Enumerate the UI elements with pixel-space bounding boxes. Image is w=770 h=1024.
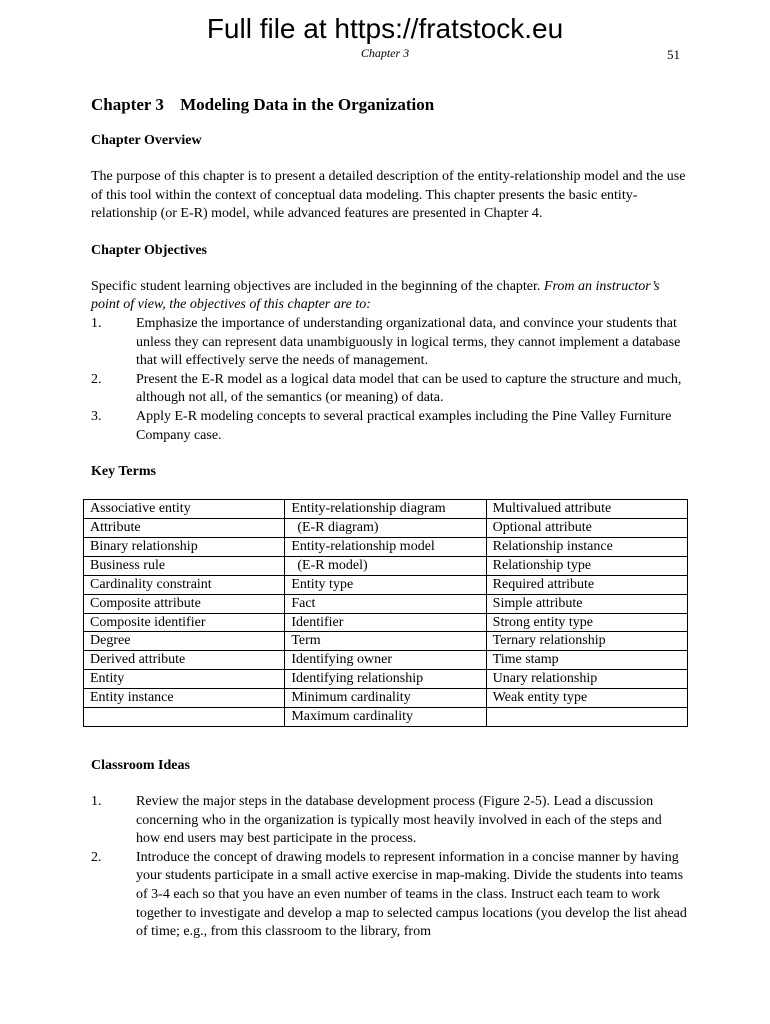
- page-number: 51: [667, 47, 680, 62]
- table-cell: Degree: [84, 632, 285, 651]
- table-cell: Business rule: [84, 556, 285, 575]
- table-cell: Strong entity type: [486, 613, 687, 632]
- table-row: [84, 708, 688, 727]
- table-row: [84, 519, 688, 538]
- list-item: [91, 315, 687, 371]
- table-cell: Relationship type: [486, 556, 687, 575]
- classroom-list: [91, 793, 687, 942]
- table-row: [84, 632, 688, 651]
- key-terms-heading: Key Terms: [91, 464, 156, 480]
- table-cell: Weak entity type: [486, 689, 687, 708]
- table-cell: (E-R model): [285, 556, 486, 575]
- chapter-title-text: Modeling Data in the Organization: [180, 95, 435, 114]
- table-cell: Identifying relationship: [285, 670, 486, 689]
- list-text: Apply E-R modeling concepts to several practical examples including the Pine Valley Furniture Company case.: [136, 408, 672, 443]
- table-cell: Attribute: [84, 519, 285, 538]
- table-cell: Composite identifier: [84, 613, 285, 632]
- list-item: [91, 849, 687, 942]
- table-cell: Ternary relationship: [486, 632, 687, 651]
- table-cell: Time stamp: [486, 651, 687, 670]
- table-cell: Maximum cardinality: [285, 708, 486, 727]
- table-cell: Binary relationship: [84, 537, 285, 556]
- table-cell: Relationship instance: [486, 537, 687, 556]
- list-item: [91, 408, 687, 445]
- table-cell: [486, 708, 687, 727]
- table-cell: Fact: [285, 594, 486, 613]
- list-text: Present the E-R model as a logical data model that can be used to capture the structure and much, although not all, of the semantics (or meaning) of data.: [136, 371, 682, 406]
- list-text: Emphasize the importance of understanding organizational data, and convince your students that unless they can represent data unambiguously in logical terms, they cannot implement a database that will effectively serve the needs of management.: [136, 315, 681, 369]
- objectives-intro: [91, 278, 687, 315]
- list-item: [91, 793, 687, 849]
- table-row: [84, 689, 688, 708]
- table-row: [84, 575, 688, 594]
- list-number: 1.: [91, 794, 102, 809]
- chapter-number: Chapter 3: [91, 95, 164, 114]
- page-content: [91, 94, 687, 960]
- list-number: 1.: [91, 315, 102, 331]
- overview-text: The purpose of this chapter is to present a detailed description of the entity-relationship model and the use of this tool within the context of conceptual data modeling. This chapter presents the basic entity-relationship (or E-R) model, while advanced features are presented in Chapter 4.: [91, 169, 686, 222]
- table-cell: Entity: [84, 670, 285, 689]
- list-number: 2.: [91, 849, 102, 865]
- table-row: [84, 500, 688, 519]
- table-cell: Cardinality constraint: [84, 575, 285, 594]
- table-cell: Unary relationship: [486, 670, 687, 689]
- running-head: Chapter 3: [360, 46, 410, 60]
- table-row: [84, 556, 688, 575]
- overview-heading: Chapter Overview: [91, 133, 202, 148]
- table-row: [84, 613, 688, 632]
- table-cell: Entity type: [285, 575, 486, 594]
- table-cell: Term: [285, 632, 486, 651]
- table-cell: Composite attribute: [84, 594, 285, 613]
- key-terms-table: [83, 499, 688, 727]
- chapter-title: [91, 94, 687, 116]
- table-cell: Multivalued attribute: [486, 500, 687, 519]
- table-cell: (E-R diagram): [285, 519, 486, 538]
- list-number: 3.: [91, 408, 102, 424]
- objectives-intro-plain: Specific student learning objectives are included in the beginning of the chapter.: [91, 278, 544, 294]
- list-text: Review the major steps in the database development process (Figure 2-5). Lead a discussion concerning who in the organization is typically most heavily involved in each of the steps and how end users may best participate in the process.: [136, 794, 662, 847]
- table-cell: Minimum cardinality: [285, 689, 486, 708]
- list-item: [91, 371, 687, 408]
- table-row: [84, 670, 688, 689]
- classroom-heading: Classroom Ideas: [91, 758, 190, 773]
- table-cell: Associative entity: [84, 500, 285, 519]
- table-row: [84, 594, 688, 613]
- list-number: 2.: [91, 371, 102, 387]
- table-cell: Derived attribute: [84, 651, 285, 670]
- table-cell: Simple attribute: [486, 594, 687, 613]
- list-text: Introduce the concept of drawing models to represent information in a concise manner by having your students participate in a small active exercise in map-making. Divide the students into teams of 3-4 each so that you have an even number of teams in the class. Instruct each team to work together to investigate and develop a map to selected campus locations (you develop the list ahead of time; e.g., from this classroom to the library, from: [136, 849, 687, 940]
- table-cell: Entity-relationship diagram: [285, 500, 486, 519]
- objectives-heading: Chapter Objectives: [91, 242, 207, 258]
- table-cell: [84, 708, 285, 727]
- table-cell: Identifier: [285, 613, 486, 632]
- objectives-list: [91, 315, 687, 445]
- table-row: [84, 537, 688, 556]
- table-cell: Entity-relationship model: [285, 537, 486, 556]
- table-row: [84, 651, 688, 670]
- table-cell: Optional attribute: [486, 519, 687, 538]
- table-cell: Entity instance: [84, 689, 285, 708]
- objectives-intro-italic: From an instructor’s point of view, the objectives of this chapter are to:: [91, 278, 660, 313]
- table-cell: Required attribute: [486, 575, 687, 594]
- table-cell: Identifying owner: [285, 651, 486, 670]
- watermark-url: Full file at https://fratstock.eu: [206, 13, 564, 44]
